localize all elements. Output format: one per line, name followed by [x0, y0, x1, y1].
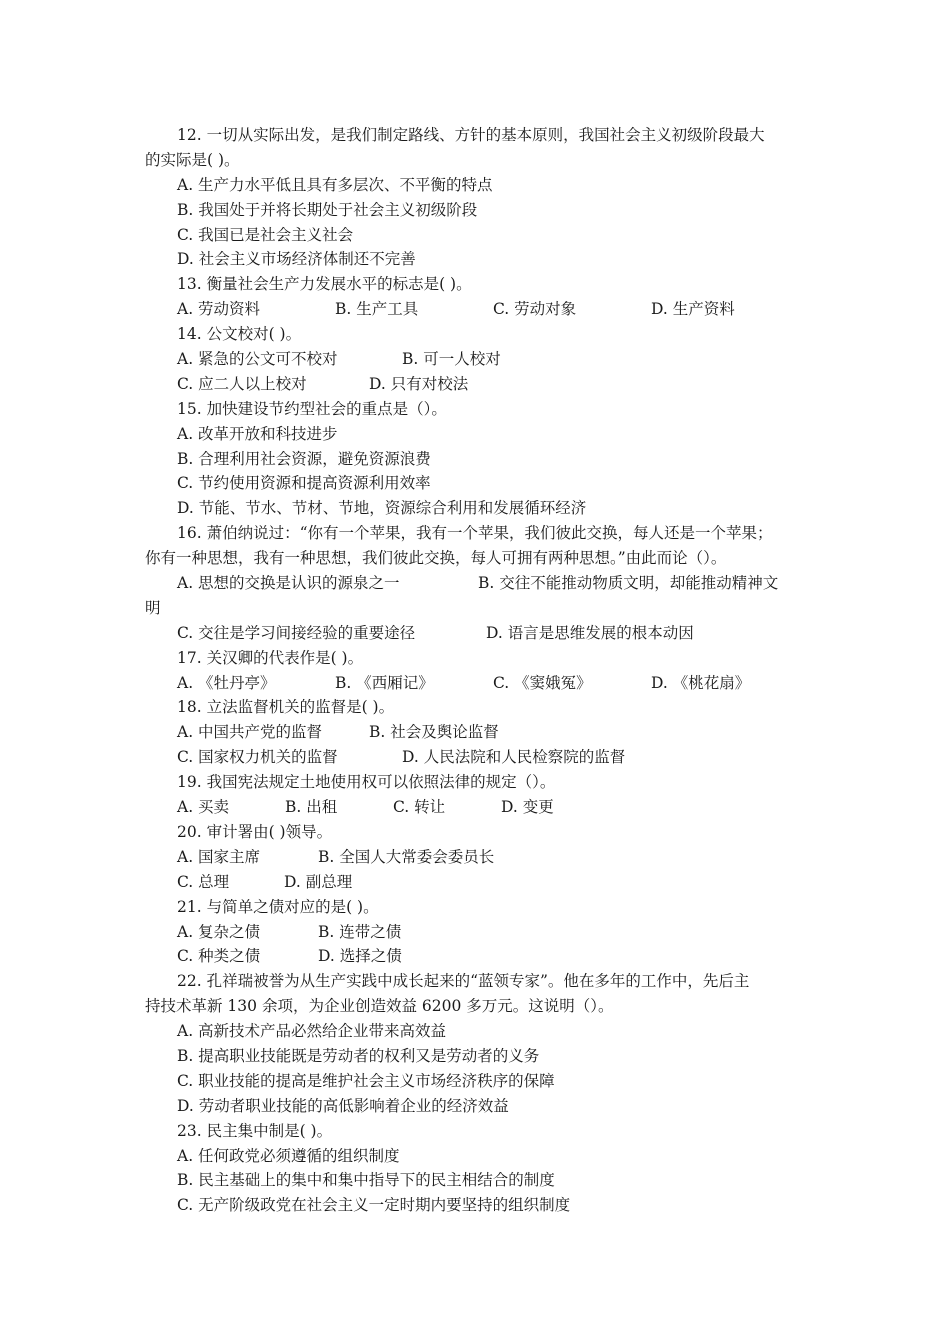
option: B. 可一人校对: [402, 350, 501, 369]
option-row: [145, 720, 810, 745]
option: D. 生产资料: [651, 300, 735, 319]
option: A. 买卖: [177, 798, 230, 817]
option: D. 节能、节水、节材、节地，资源综合利用和发展循环经济: [177, 499, 587, 518]
option-row: [145, 795, 810, 820]
option-row: [145, 571, 810, 596]
option: A. 生产力水平低且具有多层次、不平衡的特点: [177, 175, 493, 194]
option: C. 转让: [393, 798, 446, 817]
option-row: [145, 372, 810, 397]
question-stem: 17. 关汉卿的代表作是( )。: [177, 648, 364, 667]
question-stem: 21. 与简单之债对应的是( )。: [177, 897, 379, 916]
option: C. 国家权力机关的监督: [177, 748, 338, 767]
option: A. 中国共产党的监督: [177, 723, 323, 742]
option: C. 节约使用资源和提高资源利用效率: [177, 474, 431, 493]
option: B. 民主基础上的集中和集中指导下的民主相结合的制度: [177, 1171, 555, 1190]
question-stem: 23. 民主集中制是( )。: [177, 1121, 333, 1140]
option: D. 变更: [501, 798, 554, 817]
option: C. 职业技能的提高是维护社会主义市场经济秩序的保障: [177, 1071, 555, 1090]
option: D. 语言是思维发展的根本动因: [486, 623, 694, 642]
option: B. 提高职业技能既是劳动者的权利又是劳动者的义务: [177, 1046, 540, 1065]
option-row: [145, 297, 810, 322]
option: B. 交往不能推动物质文明，却能推动精神文: [478, 574, 779, 593]
option: C. 我国已是社会主义社会: [177, 225, 354, 244]
option: A. 紧急的公文可不校对: [177, 350, 338, 369]
option: B. 合理利用社会资源，避免资源浪费: [177, 449, 431, 468]
option: D. 人民法院和人民检察院的监督: [402, 748, 626, 767]
option: D. 只有对校法: [369, 374, 469, 393]
option: A. 国家主席: [177, 847, 261, 866]
option: D. 《桃花扇》: [651, 673, 751, 692]
question-stem: 13. 衡量社会生产力发展水平的标志是( )。: [177, 275, 472, 294]
option: C. 劳动对象: [493, 300, 577, 319]
option: C. 总理: [177, 872, 230, 891]
question-stem-continued: 你有一种思想，我有一种思想，我们彼此交换，每人可拥有两种思想。”由此而论（）。: [145, 549, 727, 568]
option: C. 交往是学习间接经验的重要途径: [177, 623, 416, 642]
question-stem-continued: 持技术革新 130 余项，为企业创造效益 6200 多万元。这说明（）。: [145, 997, 614, 1016]
option: C. 种类之债: [177, 947, 261, 966]
option: A. 任何政党必须遵循的组织制度: [177, 1146, 400, 1165]
question-stem: 18. 立法监督机关的监督是( )。: [177, 698, 395, 717]
option-row: [145, 347, 810, 372]
option: A. 复杂之债: [177, 922, 261, 941]
option: A. 劳动资料: [177, 300, 261, 319]
question-stem: 12. 一切从实际出发，是我们制定路线、方针的基本原则，我国社会主义初级阶段最大: [177, 126, 765, 144]
option: B. 社会及舆论监督: [369, 723, 499, 742]
option: C. 《窦娥冤》: [493, 673, 592, 692]
question-stem: 15. 加快建设节约型社会的重点是（）。: [177, 399, 447, 418]
option-continued: 明: [145, 598, 161, 617]
option: A. 高新技术产品必然给企业带来高效益: [177, 1022, 447, 1041]
option-row: [145, 944, 810, 969]
option-row: [145, 870, 810, 895]
option: A. 思想的交换是认识的源泉之一: [177, 574, 400, 593]
question-stem: 22. 孔祥瑞被誉为从生产实践中成长起来的“蓝领专家”。他在多年的工作中，先后主: [177, 972, 750, 991]
option-row: [145, 745, 810, 770]
option-row: [145, 671, 810, 696]
question-stem: 14. 公文校对( )。: [177, 325, 302, 344]
option: D. 劳动者职业技能的高低影响着企业的经济效益: [177, 1096, 509, 1115]
option: B. 生产工具: [335, 300, 419, 319]
option-row: [145, 920, 810, 945]
option: D. 选择之债: [318, 947, 402, 966]
question-list: [145, 123, 810, 1218]
option: A. 改革开放和科技进步: [177, 424, 338, 443]
option: B. 全国人大常委会委员长: [318, 847, 495, 866]
option-row: [145, 845, 810, 870]
question-stem: 16. 萧伯纳说过：“你有一个苹果，我有一个苹果，我们彼此交换，每人还是一个苹果；: [177, 524, 773, 543]
question-stem-continued: 的实际是( )。: [145, 150, 240, 169]
question-stem: 20. 审计署由( )领导。: [177, 822, 333, 841]
option: C. 应二人以上校对: [177, 374, 307, 393]
option: B. 《西厢记》: [335, 673, 434, 692]
option: B. 连带之债: [318, 922, 402, 941]
option: B. 我国处于并将长期处于社会主义初级阶段: [177, 200, 478, 219]
option: C. 无产阶级政党在社会主义一定时期内要坚持的组织制度: [177, 1196, 571, 1215]
option: D. 副总理: [284, 872, 353, 891]
option-row: [145, 621, 810, 646]
option: B. 出租: [285, 798, 338, 817]
option: D. 社会主义市场经济体制还不完善: [177, 250, 416, 269]
question-stem: 19. 我国宪法规定土地使用权可以依照法律的规定（）。: [177, 773, 556, 792]
option: A. 《牡丹亭》: [177, 673, 276, 692]
